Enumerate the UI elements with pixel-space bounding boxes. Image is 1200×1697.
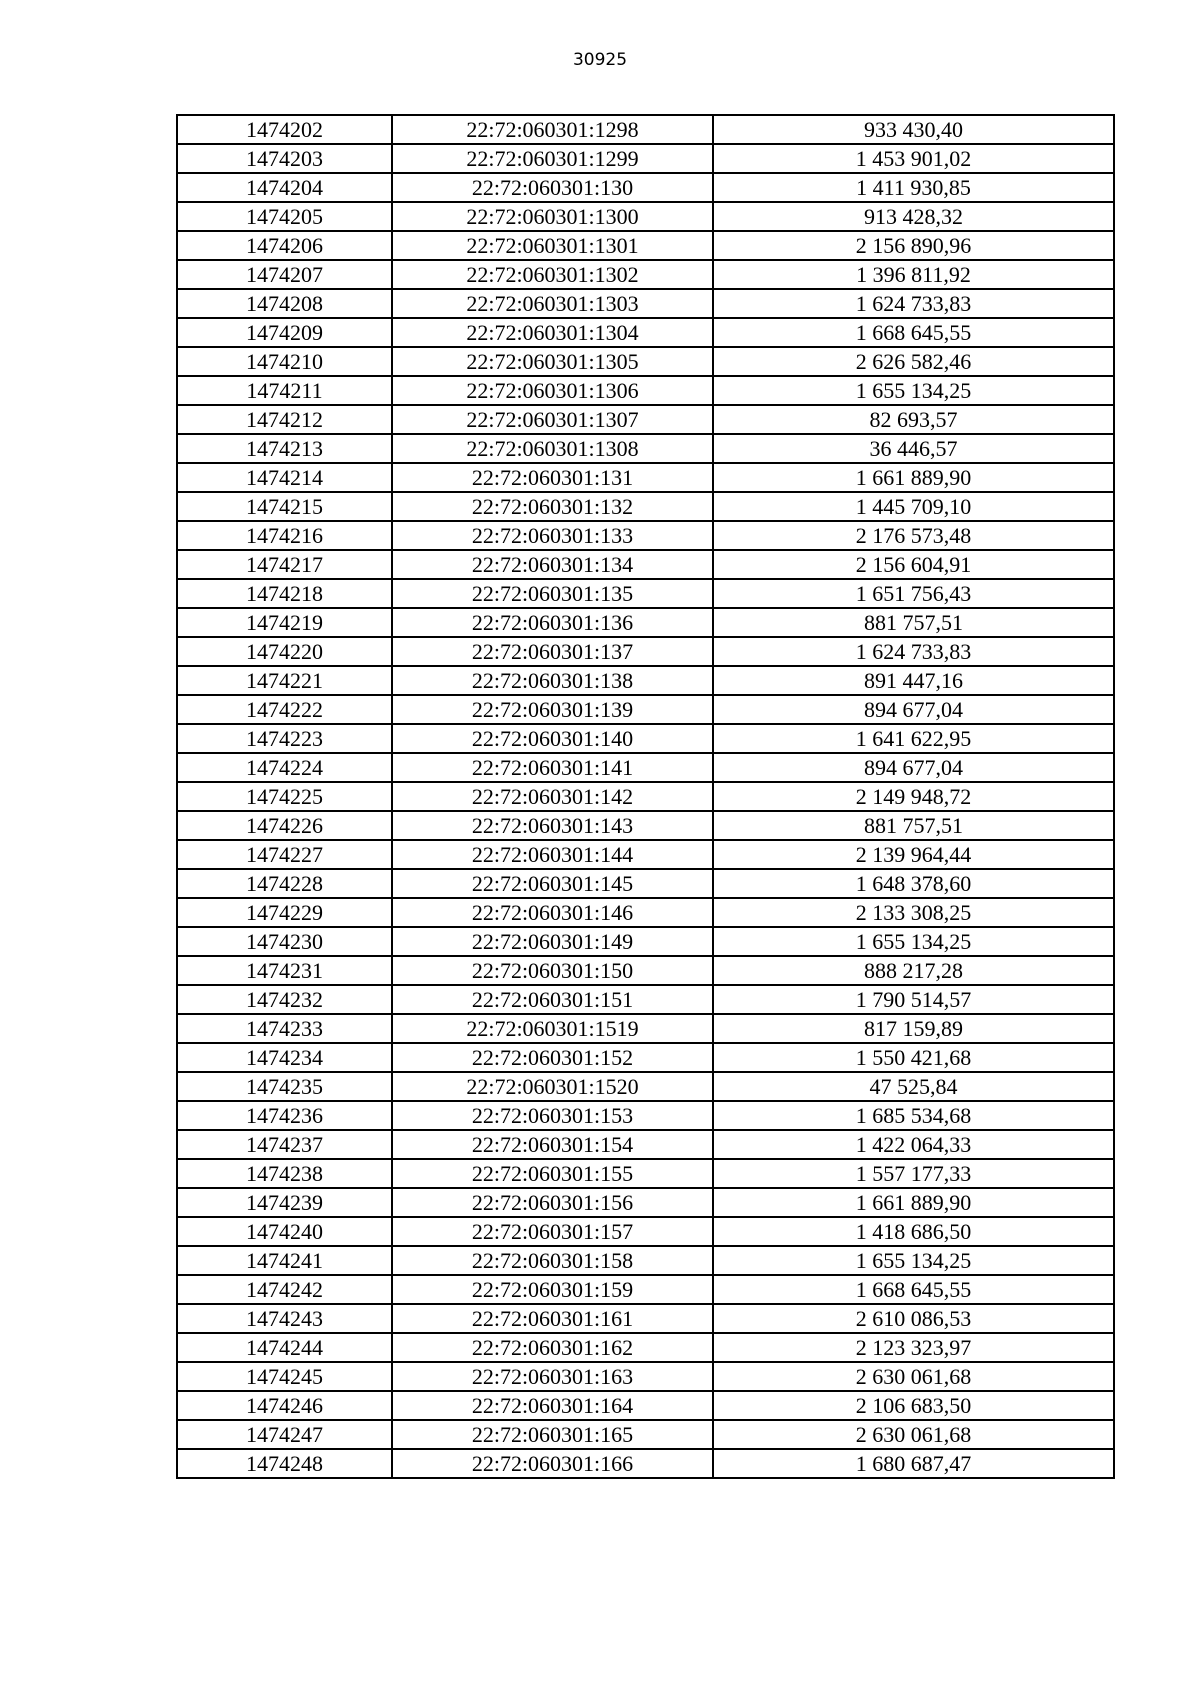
cadastral-value-cell: 1 790 514,57: [713, 985, 1114, 1014]
cadastral-value-cell: 1 396 811,92: [713, 260, 1114, 289]
cadastral-number-cell: 22:72:060301:135: [392, 579, 713, 608]
table-row: [177, 318, 1114, 347]
cadastral-value-cell: 2 176 573,48: [713, 521, 1114, 550]
cadastral-number-cell: 22:72:060301:1304: [392, 318, 713, 347]
table-row: [177, 1217, 1114, 1246]
record-number-cell: 1474214: [177, 463, 392, 492]
table-row: [177, 231, 1114, 260]
record-number-cell: 1474243: [177, 1304, 392, 1333]
record-number-cell: 1474205: [177, 202, 392, 231]
cadastral-value-cell: 891 447,16: [713, 666, 1114, 695]
table-row: [177, 1246, 1114, 1275]
cadastral-number-cell: 22:72:060301:143: [392, 811, 713, 840]
registry-table-body: [177, 115, 1114, 1478]
cadastral-number-cell: 22:72:060301:162: [392, 1333, 713, 1362]
cadastral-value-cell: 1 624 733,83: [713, 637, 1114, 666]
cadastral-number-cell: 22:72:060301:133: [392, 521, 713, 550]
cadastral-number-cell: 22:72:060301:132: [392, 492, 713, 521]
record-number-cell: 1474236: [177, 1101, 392, 1130]
record-number-cell: 1474241: [177, 1246, 392, 1275]
cadastral-value-cell: 2 139 964,44: [713, 840, 1114, 869]
cadastral-value-cell: 1 641 622,95: [713, 724, 1114, 753]
cadastral-number-cell: 22:72:060301:1299: [392, 144, 713, 173]
cadastral-value-cell: 881 757,51: [713, 608, 1114, 637]
table-row: [177, 724, 1114, 753]
table-row: [177, 521, 1114, 550]
record-number-cell: 1474213: [177, 434, 392, 463]
table-row: [177, 144, 1114, 173]
record-number-cell: 1474228: [177, 869, 392, 898]
table-row: [177, 579, 1114, 608]
cadastral-number-cell: 22:72:060301:136: [392, 608, 713, 637]
record-number-cell: 1474209: [177, 318, 392, 347]
record-number-cell: 1474242: [177, 1275, 392, 1304]
table-row: [177, 811, 1114, 840]
record-number-cell: 1474235: [177, 1072, 392, 1101]
record-number-cell: 1474218: [177, 579, 392, 608]
table-row: [177, 1391, 1114, 1420]
cadastral-number-cell: 22:72:060301:1305: [392, 347, 713, 376]
table-row: [177, 753, 1114, 782]
cadastral-number-cell: 22:72:060301:1519: [392, 1014, 713, 1043]
table-row: [177, 1188, 1114, 1217]
cadastral-value-cell: 894 677,04: [713, 753, 1114, 782]
table-row: [177, 1014, 1114, 1043]
cadastral-value-cell: 1 422 064,33: [713, 1130, 1114, 1159]
cadastral-number-cell: 22:72:060301:134: [392, 550, 713, 579]
table-row: [177, 405, 1114, 434]
table-row: [177, 666, 1114, 695]
record-number-cell: 1474244: [177, 1333, 392, 1362]
cadastral-number-cell: 22:72:060301:140: [392, 724, 713, 753]
cadastral-number-cell: 22:72:060301:151: [392, 985, 713, 1014]
cadastral-value-cell: 47 525,84: [713, 1072, 1114, 1101]
cadastral-number-cell: 22:72:060301:157: [392, 1217, 713, 1246]
record-number-cell: 1474234: [177, 1043, 392, 1072]
cadastral-value-cell: 1 685 534,68: [713, 1101, 1114, 1130]
cadastral-value-cell: 1 655 134,25: [713, 1246, 1114, 1275]
table-row: [177, 1420, 1114, 1449]
record-number-cell: 1474206: [177, 231, 392, 260]
cadastral-number-cell: 22:72:060301:1300: [392, 202, 713, 231]
cadastral-number-cell: 22:72:060301:155: [392, 1159, 713, 1188]
table-row: [177, 1159, 1114, 1188]
cadastral-value-cell: 1 453 901,02: [713, 144, 1114, 173]
table-row: [177, 289, 1114, 318]
record-number-cell: 1474211: [177, 376, 392, 405]
table-row: [177, 550, 1114, 579]
record-number-cell: 1474247: [177, 1420, 392, 1449]
cadastral-value-cell: 1 550 421,68: [713, 1043, 1114, 1072]
record-number-cell: 1474202: [177, 115, 392, 144]
table-row: [177, 840, 1114, 869]
table-row: [177, 376, 1114, 405]
cadastral-value-cell: 2 156 890,96: [713, 231, 1114, 260]
table-row: [177, 637, 1114, 666]
cadastral-value-cell: 2 630 061,68: [713, 1420, 1114, 1449]
cadastral-value-cell: 1 648 378,60: [713, 869, 1114, 898]
record-number-cell: 1474227: [177, 840, 392, 869]
record-number-cell: 1474215: [177, 492, 392, 521]
record-number-cell: 1474219: [177, 608, 392, 637]
cadastral-value-cell: 1 624 733,83: [713, 289, 1114, 318]
record-number-cell: 1474246: [177, 1391, 392, 1420]
record-number-cell: 1474239: [177, 1188, 392, 1217]
record-number-cell: 1474233: [177, 1014, 392, 1043]
table-row: [177, 1362, 1114, 1391]
table-row: [177, 115, 1114, 144]
cadastral-number-cell: 22:72:060301:166: [392, 1449, 713, 1478]
table-row: [177, 202, 1114, 231]
cadastral-value-cell: 1 411 930,85: [713, 173, 1114, 202]
record-number-cell: 1474245: [177, 1362, 392, 1391]
record-number-cell: 1474204: [177, 173, 392, 202]
table-row: [177, 956, 1114, 985]
table-row: [177, 869, 1114, 898]
cadastral-value-cell: 1 445 709,10: [713, 492, 1114, 521]
record-number-cell: 1474207: [177, 260, 392, 289]
cadastral-number-cell: 22:72:060301:154: [392, 1130, 713, 1159]
cadastral-number-cell: 22:72:060301:145: [392, 869, 713, 898]
cadastral-number-cell: 22:72:060301:1302: [392, 260, 713, 289]
record-number-cell: 1474231: [177, 956, 392, 985]
cadastral-value-cell: 82 693,57: [713, 405, 1114, 434]
record-number-cell: 1474221: [177, 666, 392, 695]
record-number-cell: 1474217: [177, 550, 392, 579]
record-number-cell: 1474222: [177, 695, 392, 724]
record-number-cell: 1474230: [177, 927, 392, 956]
cadastral-number-cell: 22:72:060301:1307: [392, 405, 713, 434]
table-row: [177, 695, 1114, 724]
cadastral-number-cell: 22:72:060301:1303: [392, 289, 713, 318]
cadastral-number-cell: 22:72:060301:141: [392, 753, 713, 782]
cadastral-value-cell: 2 123 323,97: [713, 1333, 1114, 1362]
record-number-cell: 1474240: [177, 1217, 392, 1246]
cadastral-value-cell: 36 446,57: [713, 434, 1114, 463]
cadastral-value-cell: 888 217,28: [713, 956, 1114, 985]
record-number-cell: 1474237: [177, 1130, 392, 1159]
table-row: [177, 782, 1114, 811]
table-row: [177, 492, 1114, 521]
record-number-cell: 1474210: [177, 347, 392, 376]
cadastral-value-cell: 2 630 061,68: [713, 1362, 1114, 1391]
cadastral-value-cell: 1 655 134,25: [713, 927, 1114, 956]
table-row: [177, 1130, 1114, 1159]
cadastral-value-cell: 1 418 686,50: [713, 1217, 1114, 1246]
cadastral-number-cell: 22:72:060301:156: [392, 1188, 713, 1217]
cadastral-number-cell: 22:72:060301:1306: [392, 376, 713, 405]
table-row: [177, 1101, 1114, 1130]
record-number-cell: 1474223: [177, 724, 392, 753]
cadastral-number-cell: 22:72:060301:1298: [392, 115, 713, 144]
table-row: [177, 1304, 1114, 1333]
cadastral-number-cell: 22:72:060301:144: [392, 840, 713, 869]
cadastral-value-cell: 1 557 177,33: [713, 1159, 1114, 1188]
cadastral-number-cell: 22:72:060301:159: [392, 1275, 713, 1304]
cadastral-number-cell: 22:72:060301:150: [392, 956, 713, 985]
table-row: [177, 1449, 1114, 1478]
table-row: [177, 173, 1114, 202]
table-row: [177, 1333, 1114, 1362]
record-number-cell: 1474216: [177, 521, 392, 550]
cadastral-value-cell: 817 159,89: [713, 1014, 1114, 1043]
table-row: [177, 985, 1114, 1014]
table-row: [177, 898, 1114, 927]
record-number-cell: 1474229: [177, 898, 392, 927]
cadastral-value-cell: 2 149 948,72: [713, 782, 1114, 811]
registry-table: [176, 114, 1115, 1479]
cadastral-number-cell: 22:72:060301:153: [392, 1101, 713, 1130]
cadastral-value-cell: 1 661 889,90: [713, 1188, 1114, 1217]
cadastral-number-cell: 22:72:060301:165: [392, 1420, 713, 1449]
cadastral-number-cell: 22:72:060301:152: [392, 1043, 713, 1072]
cadastral-value-cell: 894 677,04: [713, 695, 1114, 724]
cadastral-value-cell: 2 610 086,53: [713, 1304, 1114, 1333]
cadastral-value-cell: 1 668 645,55: [713, 1275, 1114, 1304]
cadastral-number-cell: 22:72:060301:1301: [392, 231, 713, 260]
cadastral-value-cell: 2 106 683,50: [713, 1391, 1114, 1420]
cadastral-number-cell: 22:72:060301:161: [392, 1304, 713, 1333]
cadastral-number-cell: 22:72:060301:158: [392, 1246, 713, 1275]
cadastral-number-cell: 22:72:060301:139: [392, 695, 713, 724]
cadastral-number-cell: 22:72:060301:130: [392, 173, 713, 202]
cadastral-number-cell: 22:72:060301:142: [392, 782, 713, 811]
table-row: [177, 927, 1114, 956]
table-row: [177, 1072, 1114, 1101]
record-number-cell: 1474225: [177, 782, 392, 811]
cadastral-value-cell: 1 655 134,25: [713, 376, 1114, 405]
cadastral-value-cell: 1 668 645,55: [713, 318, 1114, 347]
table-row: [177, 1043, 1114, 1072]
record-number-cell: 1474220: [177, 637, 392, 666]
cadastral-number-cell: 22:72:060301:138: [392, 666, 713, 695]
cadastral-number-cell: 22:72:060301:149: [392, 927, 713, 956]
record-number-cell: 1474232: [177, 985, 392, 1014]
table-row: [177, 1275, 1114, 1304]
table-row: [177, 608, 1114, 637]
record-number-cell: 1474208: [177, 289, 392, 318]
record-number-cell: 1474224: [177, 753, 392, 782]
cadastral-number-cell: 22:72:060301:146: [392, 898, 713, 927]
table-row: [177, 260, 1114, 289]
cadastral-number-cell: 22:72:060301:1520: [392, 1072, 713, 1101]
cadastral-number-cell: 22:72:060301:1308: [392, 434, 713, 463]
record-number-cell: 1474248: [177, 1449, 392, 1478]
cadastral-number-cell: 22:72:060301:163: [392, 1362, 713, 1391]
record-number-cell: 1474203: [177, 144, 392, 173]
record-number-cell: 1474212: [177, 405, 392, 434]
table-row: [177, 434, 1114, 463]
cadastral-value-cell: 913 428,32: [713, 202, 1114, 231]
page-number: 30925: [572, 50, 628, 70]
table-row: [177, 463, 1114, 492]
record-number-cell: 1474226: [177, 811, 392, 840]
cadastral-number-cell: 22:72:060301:164: [392, 1391, 713, 1420]
cadastral-number-cell: 22:72:060301:137: [392, 637, 713, 666]
cadastral-value-cell: 2 133 308,25: [713, 898, 1114, 927]
cadastral-value-cell: 1 680 687,47: [713, 1449, 1114, 1478]
cadastral-value-cell: 881 757,51: [713, 811, 1114, 840]
record-number-cell: 1474238: [177, 1159, 392, 1188]
cadastral-value-cell: 2 156 604,91: [713, 550, 1114, 579]
cadastral-value-cell: 2 626 582,46: [713, 347, 1114, 376]
cadastral-value-cell: 933 430,40: [713, 115, 1114, 144]
cadastral-value-cell: 1 661 889,90: [713, 463, 1114, 492]
cadastral-number-cell: 22:72:060301:131: [392, 463, 713, 492]
table-row: [177, 347, 1114, 376]
cadastral-value-cell: 1 651 756,43: [713, 579, 1114, 608]
